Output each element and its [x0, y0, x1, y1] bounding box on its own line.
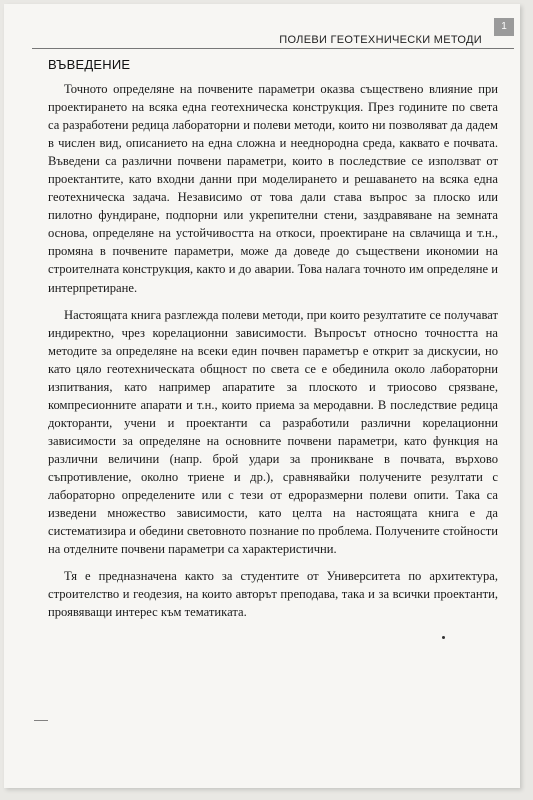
paragraph-1: Точното определяне на почвените параметри оказва съществено влияние при проектирането на всяка една геотехническа конструкция. През годините по света са разработени редица лабораторни и полеви методи, които ни позволяват да дадем в числен вид, описанието на една сложна и нееднородна среда, каквато е почвата. Въведени са различни почвени параметри, които в последствие се използват от проектантите, като входни данни при моделирането и решаването на всяка една геотехническа задача. Независимо от това дали става въпрос за плоско или пилотно фундиране, подпорни или укрепителни стени, заздравяване на земната основа, определяне на устойчивостта на откоси, проектиране на свлачища и т.н., промяна в почвените параметри, може да доведе до съществени икономии на строителната конструкция, както и до аварии. Това налага точното им определяне и интерпретиране.	[48, 82, 498, 295]
running-header	[4, 4, 520, 52]
page-number-badge: 1	[494, 18, 514, 36]
header-title: ПОЛЕВИ ГЕОТЕХНИЧЕСКИ МЕТОДИ	[279, 34, 482, 46]
scan-speck	[442, 636, 445, 639]
section-title: ВЪВЕДЕНИЕ	[48, 57, 131, 72]
scan-speck	[34, 720, 48, 721]
book-page	[4, 4, 520, 788]
body-text	[48, 80, 498, 630]
header-divider	[32, 48, 514, 49]
paragraph-2: Настоящата книга разглежда полеви методи, при които резултатите се получават индиректно, чрез корелационни зависимости. Въпросът относно точността на методите за определяне на всеки един почвен параметър е открит за дискусии, но като цяло геотехническата общност по света се е обединила около лабораторни изпитвания, като например апаратите за плоското и триосово срязване, компресионните апарати и т.н., които приема за меродавни. В последствие редица докторанти, учени и проектанти са разработили различни корелационни зависимости за определяне на основните почвени параметри, като функция на различни величини (напр. брой удари за проникване в почвата, върхово съпротивление, околно триене и др.), сравнявайки получените резултати с лабораторно определените или с тези от едроразмерни полеви опити. Така са изведени множество зависимости, като целта на настоящата книга е да систематизира и обедини световното познание по проблема. Получените стойности на отделните почвени параметри са характеристични.	[48, 307, 498, 557]
paragraph-3: Тя е предназначена както за студентите от Университета по архитектура, строителство и геодезия, на които авторът преподава, така и за всички проектанти, проявяващи интерес към тематиката.	[48, 569, 498, 620]
